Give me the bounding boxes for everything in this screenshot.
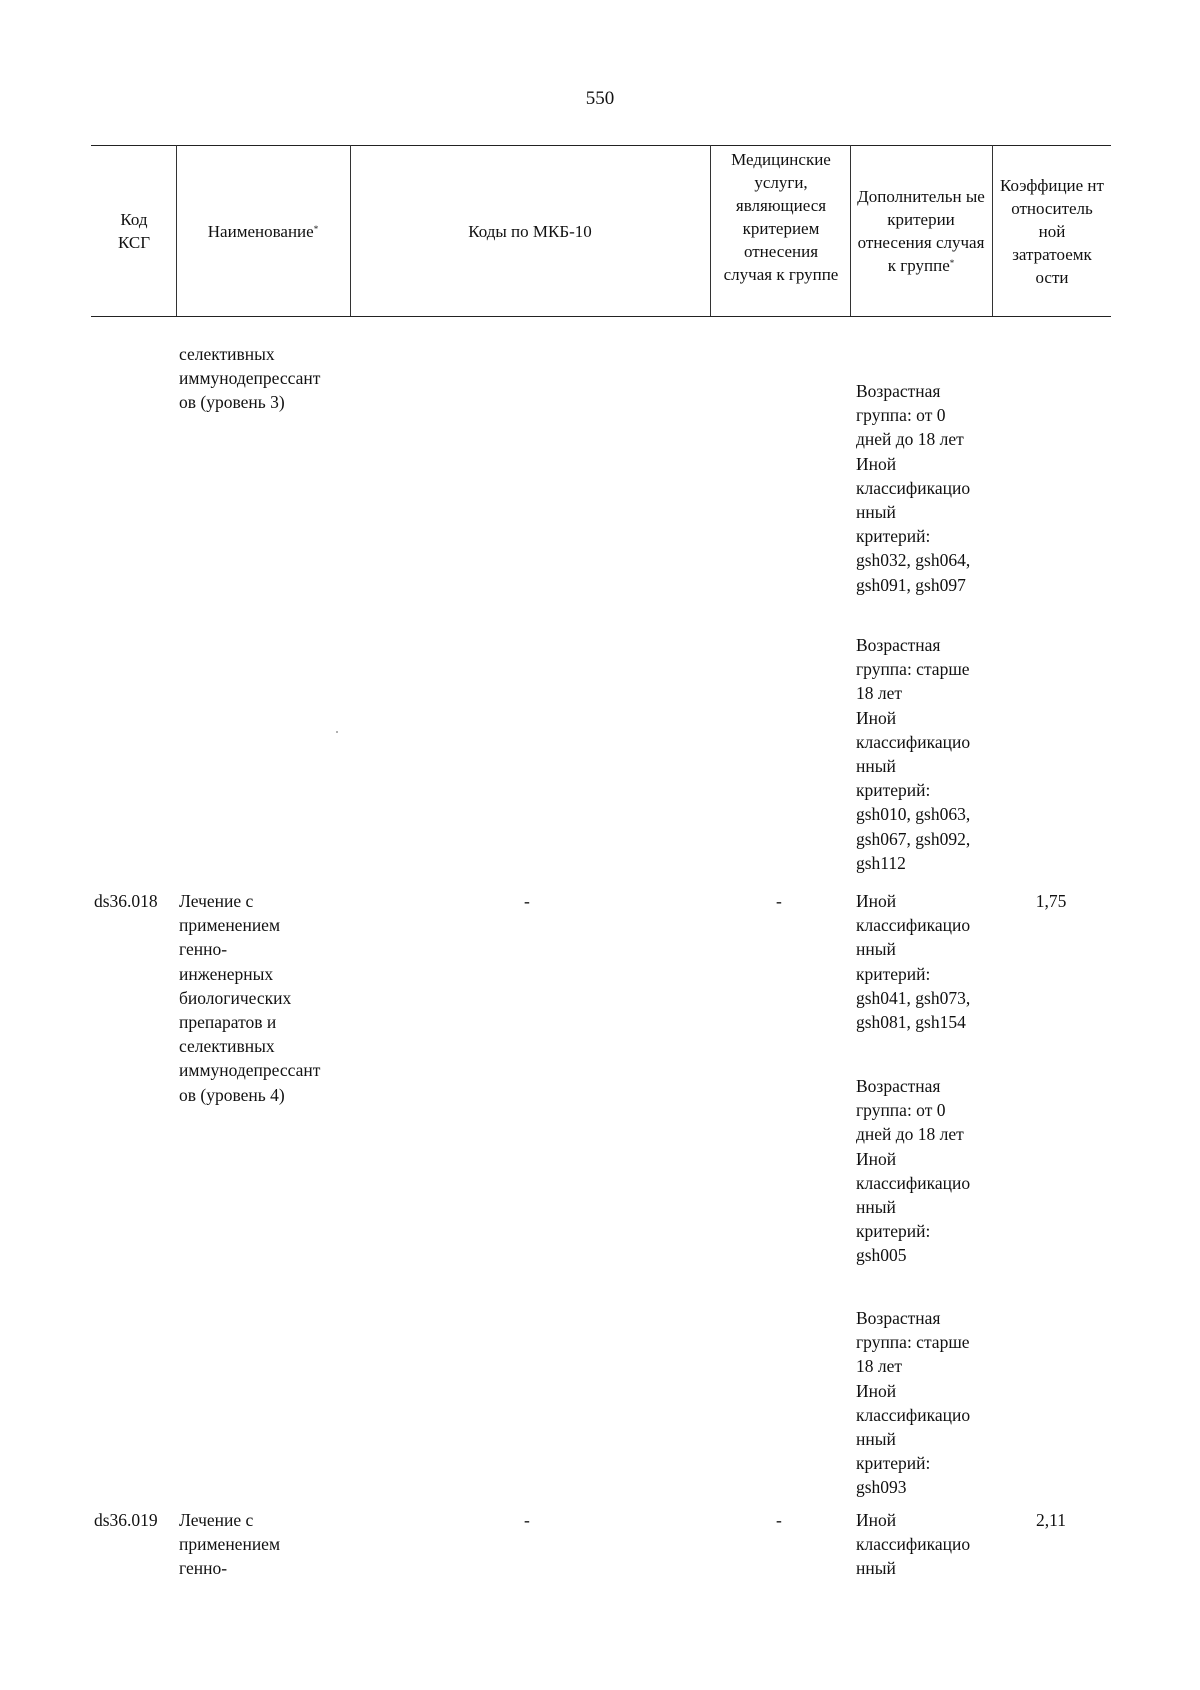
footnote-marker: *	[313, 223, 319, 234]
row-coef: 2,11	[1036, 1510, 1066, 1530]
page-number: 550	[585, 88, 615, 109]
header-criteria-label	[857, 185, 985, 277]
scan-speck	[336, 731, 338, 733]
header-name	[180, 150, 346, 312]
footnote-marker: *	[949, 258, 955, 268]
header-coef-label: Коэффицие нт относитель ной затратоемк ости	[1000, 175, 1104, 287]
header-icd-label: Коды по МКБ-10	[468, 221, 592, 241]
criteria-cell: Возрастная группа: от 0 дней до 18 лет Иной классификацио нный критерий: gsh005	[856, 1076, 971, 1266]
header-criteria-text: Дополнительн ые критерии отнесения случая к группе	[857, 187, 985, 275]
row-services: -	[776, 891, 782, 911]
header-bottom-border	[91, 316, 1111, 317]
criteria-cell: Возрастная группа: от 0 дней до 18 лет Иной классификацио нный критерий: gsh032, gsh064, gsh091, gsh097	[856, 381, 971, 595]
column-divider	[176, 145, 177, 316]
row-icd: -	[524, 891, 530, 911]
column-divider	[350, 145, 351, 316]
row-name: Лечение с применением генно-	[179, 1510, 281, 1579]
column-divider	[992, 145, 993, 316]
header-name-text: Наименование	[207, 221, 314, 241]
table-top-border	[91, 145, 1111, 146]
row-icd: -	[524, 1510, 530, 1530]
header-icd	[354, 150, 706, 312]
criteria-cell: Иной классификацио нный	[856, 1510, 971, 1579]
continued-name-cell: селективных иммунодепрессант ов (уровень 3)	[179, 344, 321, 413]
criteria-cell: Иной классификацио нный критерий: gsh041, gsh073, gsh081, gsh154	[856, 891, 971, 1033]
row-name: Лечение с применением генно- инженерных биологических препаратов и селективных иммунодепрессант ов (уровень 4)	[179, 891, 321, 1105]
header-name-label	[208, 220, 318, 243]
row-services: -	[776, 1510, 782, 1530]
header-code	[96, 150, 172, 312]
header-services-label: Медицинские услуги, являющиеся критерием отнесения случая к группе	[723, 150, 839, 284]
header-code-label: Код КСГ	[117, 210, 151, 252]
row-code: ds36.019	[94, 1510, 158, 1530]
criteria-cell: Возрастная группа: старше 18 лет Иной классификацио нный критерий: gsh010, gsh063, gsh067, gsh092, gsh112	[856, 635, 971, 873]
header-coef	[996, 150, 1108, 312]
column-divider	[710, 145, 711, 316]
column-divider	[850, 145, 851, 316]
header-criteria	[854, 150, 988, 312]
header-services	[714, 148, 848, 286]
criteria-cell: Возрастная группа: старше 18 лет Иной классификацио нный критерий: gsh093	[856, 1308, 971, 1498]
row-coef: 1,75	[1035, 891, 1067, 911]
row-code: ds36.018	[94, 891, 158, 911]
